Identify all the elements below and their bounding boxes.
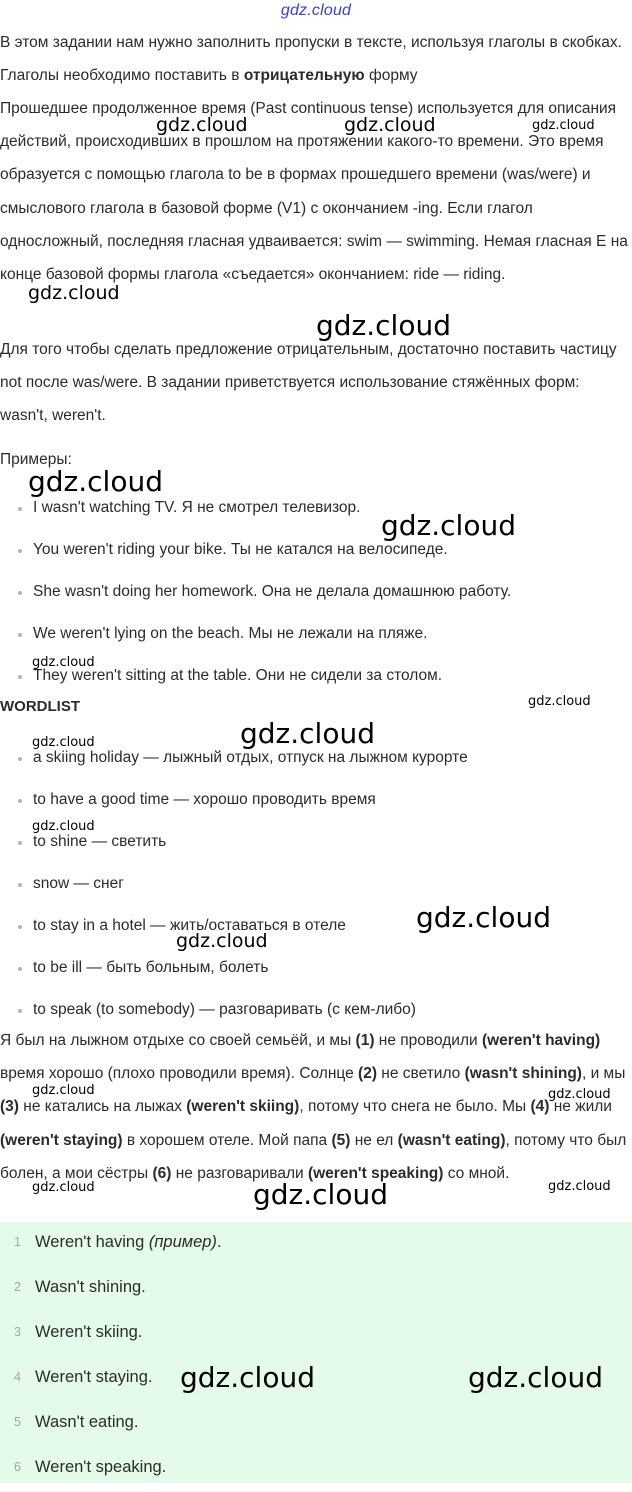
answer-number: 5: [14, 1415, 21, 1429]
watermark: gdz.cloud: [28, 465, 163, 498]
intro-paragraph-2: Прошедшее продолженное время (Past continuous tense) используется для описания действий, происходивших в прошлом на протяжении какого-то времени. Это время образуется с помощью глагола to be в формах прошедшего времени (was/were) и смыслового глагола в базовой форме (V1) с окончанием -ing. Если глагол односложный, последняя гласная удваивается: swim — swimming. Немая гласная E на конце базовой формы глагола «съедается» окончанием: ride — riding.: [0, 100, 628, 284]
examples-label: Примеры:: [0, 451, 72, 468]
watermark: gdz.cloud: [240, 717, 375, 750]
wordlist-item: to have a good time — хорошо проводить время: [0, 779, 620, 821]
wordlist-item: to stay in a hotel — жить/оставаться в отеле: [0, 905, 620, 947]
watermark: gdz.cloud: [156, 114, 248, 136]
watermark: gdz.cloud: [528, 694, 591, 709]
answer-number: 1: [14, 1235, 21, 1249]
watermark: gdz.cloud: [32, 735, 95, 750]
answer-number: 4: [14, 1370, 21, 1384]
wordlist-list: [0, 737, 620, 1031]
answers-list: [0, 1222, 632, 1483]
answer-item: 4 Weren't staying.: [0, 1357, 632, 1402]
answer-item: 2 Wasn't shining.: [0, 1267, 632, 1312]
watermark: gdz.cloud: [548, 1179, 611, 1194]
example-item: We weren't lying on the beach. Мы не лежали на пляже.: [0, 613, 620, 655]
wordlist-item: to shine — светить: [0, 821, 620, 863]
example-item: They weren't sitting at the table. Они не сидели за столом.: [0, 655, 620, 697]
watermark: gdz.cloud: [32, 1180, 95, 1195]
watermark: gdz.cloud: [468, 1361, 603, 1394]
watermark: gdz.cloud: [32, 1083, 95, 1098]
watermark: gdz.cloud: [28, 282, 120, 304]
example-item: I wasn't watching TV. Я не смотрел телевизор.: [0, 487, 620, 529]
intro-paragraph-1: В этом задании нам нужно заполнить пропуски в тексте, используя глаголы в скобках. Глаголы необходимо поставить в отрицательную форму: [0, 34, 622, 85]
watermark: gdz.cloud: [32, 819, 95, 834]
watermark: gdz.cloud: [32, 655, 95, 670]
watermark: gdz.cloud: [180, 1361, 315, 1394]
answer-item: 6 Weren't speaking.: [0, 1447, 632, 1492]
example-item: She wasn't doing her homework. Она не делала домашнюю работу.: [0, 571, 620, 613]
answer-item: 3 Weren't skiing.: [0, 1312, 632, 1357]
watermark: gdz.cloud: [344, 114, 436, 136]
examples-list: [0, 487, 620, 697]
answer-item: 1 Weren't having (пример).: [0, 1222, 632, 1267]
wordlist-item: snow — снег: [0, 863, 620, 905]
emphasis-negative: отрицательную: [243, 67, 365, 85]
example-item: You weren't riding your bike. Ты не катался на велосипеде.: [0, 529, 620, 571]
answer-number: 3: [14, 1325, 21, 1339]
story-paragraph: Я был на лыжном отдыхе со своей семьёй, и мы (1) не проводили (weren't having) время хорошо (плохо проводили время). Солнце (2) не светило (wasn't shining), и мы (3) не катались на лыжах (weren't skiing), потому что снега не было. Мы (4) не жили (weren't staying) в хорошем отеле. Мой папа (5) не ел (wasn't eating), потому что был болен, а мои сёстры (6) не разговаривали (weren't speaking) со мной.: [0, 1032, 627, 1182]
watermark: gdz.cloud: [176, 930, 268, 952]
answer-number: 2: [14, 1280, 21, 1294]
intro-paragraph-3: Для того чтобы сделать предложение отрицательным, достаточно поставить частицу not после was/were. В задании приветствуется использование стяжённых форм: wasn't, weren't.: [0, 341, 617, 425]
watermark: gdz.cloud: [316, 309, 451, 342]
watermark: gdz.cloud: [416, 901, 551, 934]
wordlist-heading: WORDLIST: [0, 698, 80, 715]
watermark: gdz.cloud: [253, 1178, 388, 1211]
wordlist-item: to speak (to somebody) — разговаривать (с кем-либо): [0, 989, 620, 1031]
answer-item: 5 Wasn't eating.: [0, 1402, 632, 1447]
watermark: gdz.cloud: [381, 509, 516, 542]
watermark: gdz.cloud: [532, 118, 595, 133]
wordlist-item: a skiing holiday — лыжный отдых, отпуск на лыжном курорте: [0, 737, 620, 779]
site-logo[interactable]: gdz.cloud: [280, 2, 352, 19]
answer-number: 6: [14, 1460, 21, 1474]
watermark: gdz.cloud: [548, 1087, 611, 1102]
wordlist-item: to be ill — быть больным, болеть: [0, 947, 620, 989]
